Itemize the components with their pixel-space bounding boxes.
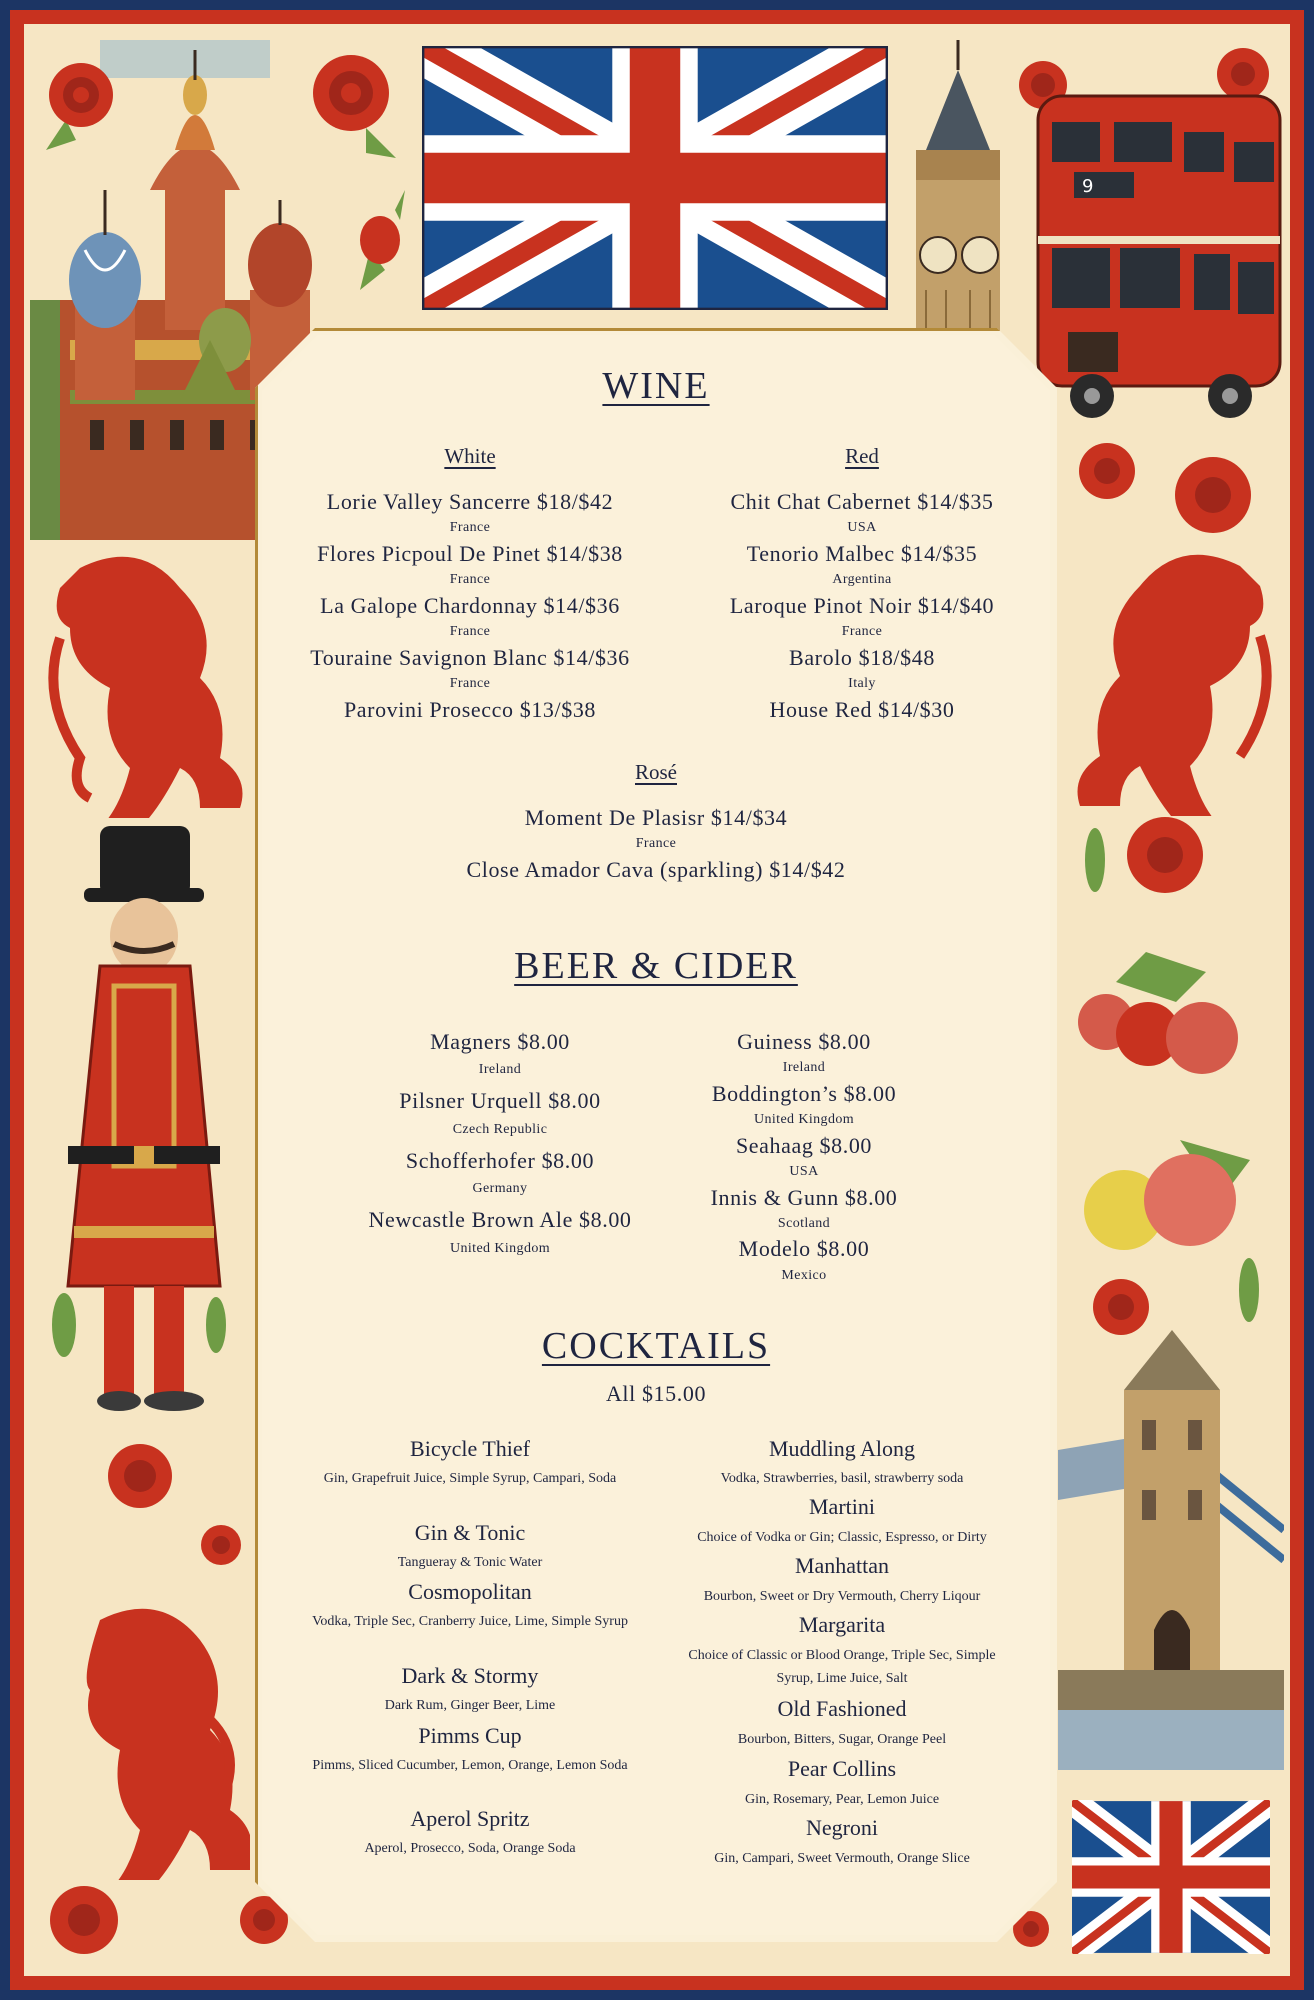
wine-item-name: Close Amador Cava (sparkling) $14/$42 xyxy=(466,857,846,882)
beer-item-name: Seahaag $8.00 xyxy=(735,1133,873,1158)
cocktail-name: Martini xyxy=(809,1494,875,1519)
wine-item-origin: France xyxy=(449,676,491,691)
union-jack-flag-illustration xyxy=(422,46,888,310)
fruit-illustration xyxy=(1080,1130,1270,1260)
rose-decoration xyxy=(36,50,126,180)
rose-decoration xyxy=(44,1880,124,1960)
wine-item-origin: USA xyxy=(847,520,877,535)
white-wine-heading: White xyxy=(444,444,496,468)
cocktails-title: COCKTAILS xyxy=(541,1325,771,1367)
leaf-decoration xyxy=(1080,820,1110,900)
rose-wine-heading: Rosé xyxy=(635,760,677,784)
rose-decoration xyxy=(1120,810,1210,900)
wine-item-name: Barolo $18/$48 xyxy=(789,645,935,670)
cocktail-ingredients: Dark Rum, Ginger Beer, Lime xyxy=(384,1698,556,1713)
wine-item-origin: France xyxy=(449,520,491,535)
wine-item-name: Laroque Pinot Noir $14/$40 xyxy=(729,593,995,618)
beer-item-name: Pilsner Urquell $8.00 xyxy=(399,1088,601,1113)
cocktail-name: Gin & Tonic xyxy=(414,1520,526,1545)
double-decker-bus-illustration xyxy=(1034,86,1284,422)
beer-item-origin: Scotland xyxy=(777,1216,831,1231)
rosebud-decoration xyxy=(350,190,410,300)
wine-item-name: House Red $14/$30 xyxy=(769,697,955,722)
beer-item-origin: United Kingdom xyxy=(449,1241,551,1256)
beer-item-name: Magners $8.00 xyxy=(430,1029,570,1054)
leaf-decoration xyxy=(1234,1250,1264,1330)
fruit-illustration xyxy=(1076,952,1246,1092)
leaf-decoration xyxy=(44,1290,84,1360)
beer-item-origin: Czech Republic xyxy=(452,1122,548,1137)
beer-item-name: Boddington’s $8.00 xyxy=(711,1081,897,1106)
wine-item-origin: France xyxy=(449,624,491,639)
wine-item-origin: Argentina xyxy=(832,572,892,587)
cocktail-name: Cosmopolitan xyxy=(408,1579,532,1604)
cocktail-ingredients: Tangueray & Tonic Water xyxy=(397,1555,543,1570)
cocktail-ingredients: Bourbon, Sweet or Dry Vermouth, Cherry Liqour xyxy=(703,1589,981,1604)
cocktail-ingredients: Choice of Classic or Blood Orange, Triple Sec, Simple Syrup, Lime Juice, Salt xyxy=(688,1648,996,1686)
rose-decoration xyxy=(1168,450,1258,540)
wine-item-origin: Italy xyxy=(848,676,876,691)
beer-item-origin: Mexico xyxy=(781,1268,827,1283)
rose-decoration xyxy=(306,48,406,168)
cocktail-name: Pimms Cup xyxy=(418,1723,522,1748)
beer-item-origin: Germany xyxy=(472,1181,528,1196)
leaf-decoration xyxy=(196,1290,236,1360)
small-union-jack-illustration xyxy=(1072,1800,1270,1954)
wine-item-name: Tenorio Malbec $14/$35 xyxy=(746,541,978,566)
cocktail-name: Negroni xyxy=(805,1815,879,1840)
cocktail-ingredients: Gin, Campari, Sweet Vermouth, Orange Slice xyxy=(714,1851,970,1866)
cocktail-name: Margarita xyxy=(798,1612,886,1637)
beer-cider-title: BEER & CIDER xyxy=(514,945,798,987)
cocktail-name: Bicycle Thief xyxy=(410,1436,530,1461)
cocktails-price: All $15.00 xyxy=(605,1381,707,1406)
wine-item-name: Parovini Prosecco $13/$38 xyxy=(343,697,597,722)
beer-item-origin: Ireland xyxy=(478,1062,522,1077)
heraldic-lion-illustration xyxy=(40,548,250,818)
wine-item-origin: France xyxy=(841,624,883,639)
wine-item-name: La Galope Chardonnay $14/$36 xyxy=(320,593,620,618)
cocktail-ingredients: Bourbon, Bitters, Sugar, Orange Peel xyxy=(737,1732,947,1747)
wine-title: WINE xyxy=(602,365,710,407)
heraldic-lion-illustration xyxy=(1070,546,1280,816)
beer-item-name: Modelo $8.00 xyxy=(738,1236,870,1261)
wine-item-origin: France xyxy=(449,572,491,587)
cocktail-ingredients: Pimms, Sliced Cucumber, Lemon, Orange, Lemon Soda xyxy=(312,1758,628,1773)
red-wine-heading: Red xyxy=(845,444,879,468)
svg-text:9: 9 xyxy=(1082,176,1094,197)
wine-item-name: Chit Chat Cabernet $14/$35 xyxy=(730,489,994,514)
cocktail-ingredients: Vodka, Strawberries, basil, strawberry soda xyxy=(720,1471,964,1486)
wine-item-name: Flores Picpoul De Pinet $14/$38 xyxy=(317,541,623,566)
beer-item-name: Newcastle Brown Ale $8.00 xyxy=(368,1207,632,1232)
cocktail-ingredients: Aperol, Prosecco, Soda, Orange Soda xyxy=(364,1841,576,1856)
cocktail-name: Aperol Spritz xyxy=(410,1806,530,1831)
cocktail-ingredients: Vodka, Triple Sec, Cranberry Juice, Lime, Simple Syrup xyxy=(312,1614,628,1629)
cocktail-name: Muddling Along xyxy=(768,1436,916,1461)
wine-item-name: Moment De Plasisr $14/$34 xyxy=(524,805,788,830)
cocktail-ingredients: Gin, Grapefruit Juice, Simple Syrup, Campari, Soda xyxy=(323,1471,617,1486)
rose-decoration xyxy=(1072,436,1142,506)
beer-item-name: Guiness $8.00 xyxy=(737,1029,871,1054)
beer-item-name: Innis & Gunn $8.00 xyxy=(710,1185,898,1210)
wine-item-name: Touraine Savignon Blanc $14/$36 xyxy=(310,645,630,670)
rose-decoration xyxy=(196,1520,246,1570)
wine-item-name: Lorie Valley Sancerre $18/$42 xyxy=(326,489,614,514)
beer-item-origin: United Kingdom xyxy=(753,1112,855,1127)
heraldic-lion-illustration xyxy=(40,1600,250,1880)
beer-item-name: Schofferhofer $8.00 xyxy=(405,1148,595,1173)
beer-item-origin: USA xyxy=(789,1164,819,1179)
tower-bridge-illustration xyxy=(1058,1330,1284,1770)
cocktail-name: Old Fashioned xyxy=(777,1696,907,1721)
cocktail-name: Pear Collins xyxy=(787,1756,897,1781)
cocktail-ingredients: Gin, Rosemary, Pear, Lemon Juice xyxy=(744,1792,940,1807)
cocktail-name: Manhattan xyxy=(794,1553,890,1578)
beer-item-origin: Ireland xyxy=(782,1060,826,1075)
wine-item-origin: France xyxy=(635,836,677,851)
cocktail-ingredients: Choice of Vodka or Gin; Classic, Espresso, or Dirty xyxy=(697,1530,987,1545)
cocktail-name: Dark & Stormy xyxy=(401,1663,539,1688)
rose-decoration xyxy=(100,1436,180,1516)
